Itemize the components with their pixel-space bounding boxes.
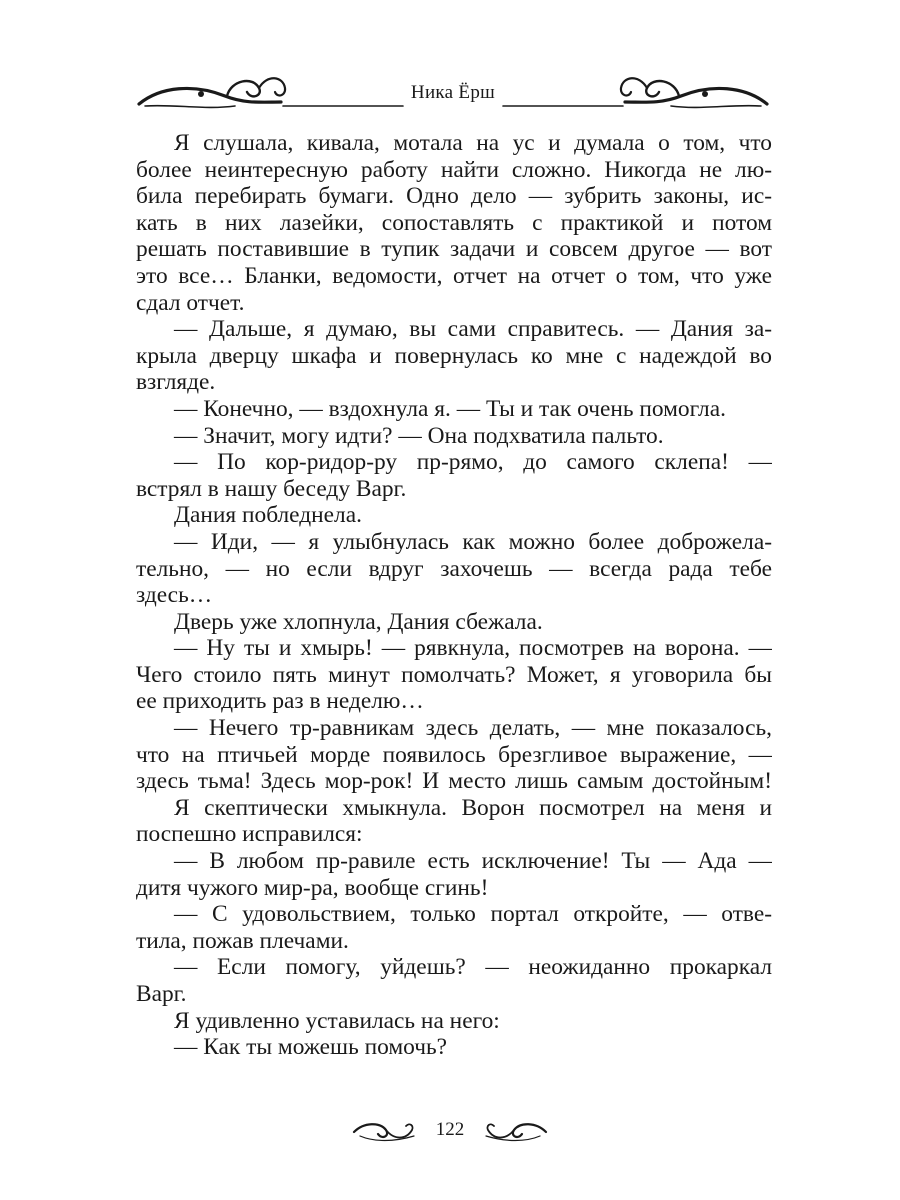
text-line: Я слушала, кивала, мотала на ус и думала о том, что bbox=[174, 130, 772, 156]
text-line: Чего стоило пять минут помолчать? Может, я уговорила бы bbox=[136, 661, 772, 688]
text-line: ее приходить раз в неделю… bbox=[136, 688, 424, 715]
text-line: Я скептически хмыкнула. Ворон посмотрел на меня и bbox=[174, 794, 772, 821]
text-line: взгляде. bbox=[136, 369, 216, 396]
text-line: решать поставившие в тупик задачи и совсем другое — вот bbox=[136, 236, 772, 263]
text-line: дитя чужого мир-ра, вообще сгинь! bbox=[136, 874, 489, 901]
text-line: Я удивленно уставилась на него: bbox=[174, 1007, 500, 1034]
text-line: тила, пожав плечами. bbox=[136, 927, 349, 954]
page-text bbox=[136, 130, 772, 1061]
text-line: поспешно исправился: bbox=[136, 821, 363, 848]
text-line: — Нечего тр-равникам здесь делать, — мне показалось, bbox=[174, 715, 772, 742]
text-line: — В любом пр-равиле есть исключение! Ты — Ада — bbox=[174, 848, 772, 875]
text-line: встрял в нашу беседу Варг. bbox=[136, 475, 407, 502]
text-line: это все… Бланки, ведомости, отчет на отчет о том, что уже bbox=[136, 262, 772, 289]
text-line: Дания побледнела. bbox=[174, 502, 362, 529]
text-line: здесь тьма! Здесь мор-рок! И место лишь самым достойным! bbox=[136, 768, 772, 795]
page-footer bbox=[350, 1112, 550, 1148]
text-line: — Иди, — я улыбнулась как можно более доброжела- bbox=[174, 528, 772, 555]
text-line: что на птичьей морде появилось брезгливое выражение, — bbox=[136, 741, 772, 768]
text-line: Дверь уже хлопнула, Дания сбежала. bbox=[174, 608, 543, 635]
text-line: тельно, — но если вдруг захочешь — всегда рада тебе bbox=[136, 555, 772, 582]
text-line: Варг. bbox=[136, 981, 187, 1007]
text-line: — Значит, могу идти? — Она подхватила пальто. bbox=[174, 422, 664, 449]
text-line: более неинтересную работу найти сложно. Никогда не лю- bbox=[136, 156, 772, 183]
text-line: — С удовольствием, только портал откройте, — отве- bbox=[174, 901, 772, 928]
text-line: сдал отчет. bbox=[136, 289, 245, 316]
text-line: — Ну ты и хмырь! — рявкнула, посмотрев на ворона. — bbox=[174, 635, 772, 662]
text-line: — Если помогу, уйдешь? — неожиданно прокаркал bbox=[174, 954, 772, 981]
text-line: — Конечно, — вздохнула я. — Ты и так очень помогла. bbox=[174, 395, 726, 422]
text-line: — По кор-ридор-ру пр-рямо, до самого склепа! — bbox=[174, 449, 772, 476]
text-line: — Как ты можешь помочь? bbox=[174, 1034, 448, 1061]
text-line: била перебирать бумаги. Одно дело — зубрить законы, ис- bbox=[136, 183, 772, 210]
text-line: здесь… bbox=[136, 582, 213, 609]
header-author: Ника Ёрш bbox=[410, 82, 496, 103]
running-header bbox=[135, 66, 771, 116]
text-line: — Дальше, я думаю, вы сами справитесь. — Дания за- bbox=[174, 316, 772, 343]
text-line: кать в них лазейки, сопоставлять с практикой и потом bbox=[136, 209, 772, 236]
page-number: 122 bbox=[435, 1119, 465, 1140]
text-line: крыла дверцу шкафа и повернулась ко мне с надеждой во bbox=[136, 342, 772, 369]
